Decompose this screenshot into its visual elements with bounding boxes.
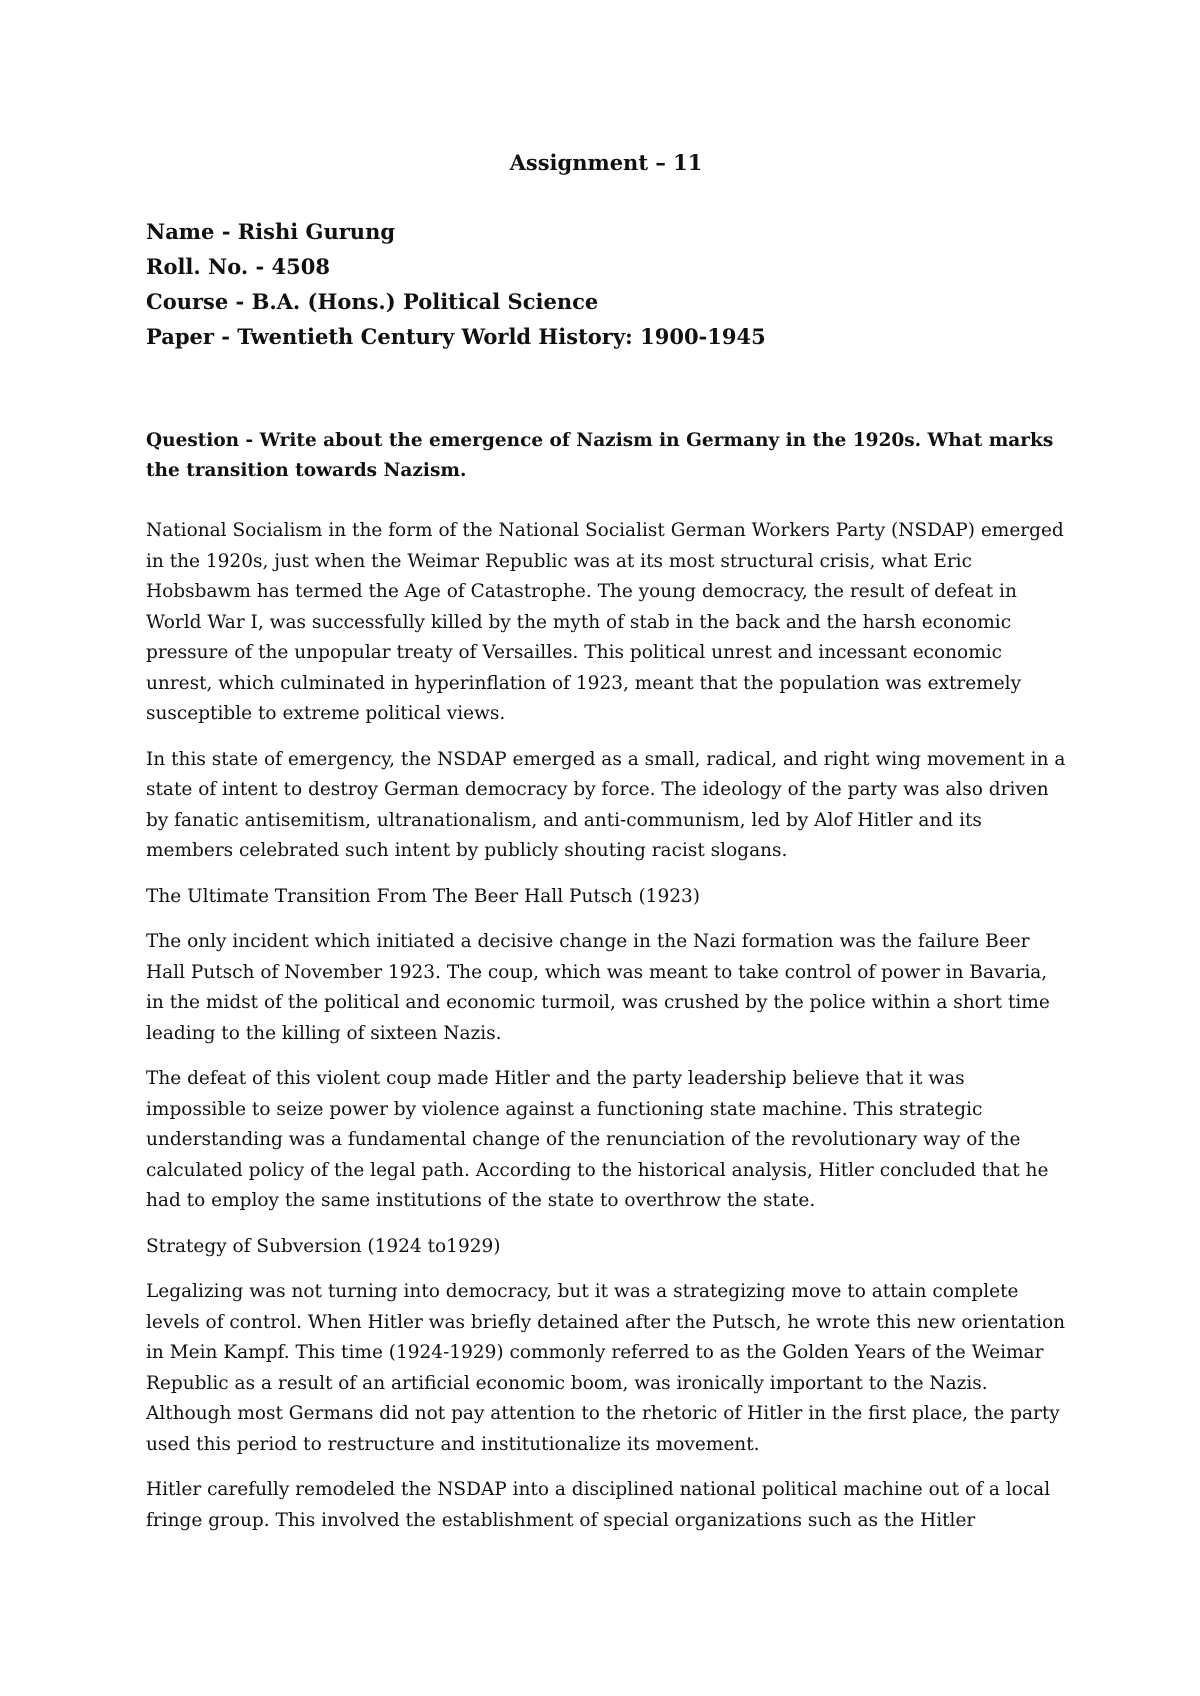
student-name: Name - Rishi Gurung [146, 219, 396, 244]
body-paragraph: The only incident which initiated a decisive change in the Nazi formation was the failure Beer Hall Putsch of November 1923. The coup, which was meant to take control of power in Bavaria, in the midst of the political and economic turmoil, was crushed by the police within a short time leading to the killing of sixteen Nazis. [146, 931, 1050, 1044]
paper: Paper - Twentieth Century World History: 1900-1945 [146, 324, 766, 349]
body-paragraph: Legalizing was not turning into democracy, but it was a strategizing move to attain complete levels of control. When Hitler was briefly detained after the Putsch, he wrote this new orientation in Mein Kampf. This time (1924-1929) commonly referred to as the Golden Years of the Weimar Republic as a result of an artificial economic boom, was ironically important to the Nazis. Although most Germans did not pay attention to the rhetoric of Hitler in the first place, the party used this period to restructure and institutionalize its movement. [146, 1281, 1066, 1455]
body-paragraph: In this state of emergency, the NSDAP emerged as a small, radical, and right wing movement in a state of intent to destroy German democracy by force. The ideology of the party was also driven by fanatic antisemitism, ultranationalism, and anti-communism, led by Alof Hitler and its members celebrated such intent by publicly shouting racist slogans. [146, 748, 1066, 861]
body-paragraph: National Socialism in the form of the National Socialist German Workers Party (NSDAP) emerged in the 1920s, just when the Weimar Republic was at its most structural crisis, what Eric Hobsbawm has termed the Age of Catastrophe. The young democracy, the result of defeat in World War I, was successfully killed by the myth of stab in the back and the harsh economic pressure of the unpopular treaty of Versailles. This political unrest and incessant economic unrest, which culminated in hyperinflation of 1923, meant that the population was extremely susceptible to extreme political views. [146, 520, 1064, 724]
assignment-title: Assignment – 11 [509, 150, 703, 175]
roll-number: Roll. No. - 4508 [146, 254, 330, 279]
section-heading-beer-hall-putsch: The Ultimate Transition From The Beer Hall Putsch (1923) [146, 885, 700, 907]
document-page [146, 146, 1066, 1551]
student-info-block [146, 214, 1066, 354]
section-heading-strategy-of-subversion: Strategy of Subversion (1924 to1929) [146, 1235, 501, 1257]
body-paragraph: The defeat of this violent coup made Hitler and the party leadership believe that it was impossible to seize power by violence against a functioning state machine. This strategic understanding was a fundamental change of the renunciation of the revolutionary way of the calculated policy of the legal path. According to the historical analysis, Hitler concluded that he had to employ the same institutions of the state to overthrow the state. [146, 1068, 1049, 1211]
body-paragraph: Hitler carefully remodeled the NSDAP into a disciplined national political machine out of a local fringe group. This involved the establishment of special organizations such as the Hitler [146, 1479, 1051, 1531]
course: Course - B.A. (Hons.) Political Science [146, 289, 599, 314]
question-text: Question - Write about the emergence of Nazism in Germany in the 1920s. What marks the transition towards Nazism. [146, 430, 1054, 481]
